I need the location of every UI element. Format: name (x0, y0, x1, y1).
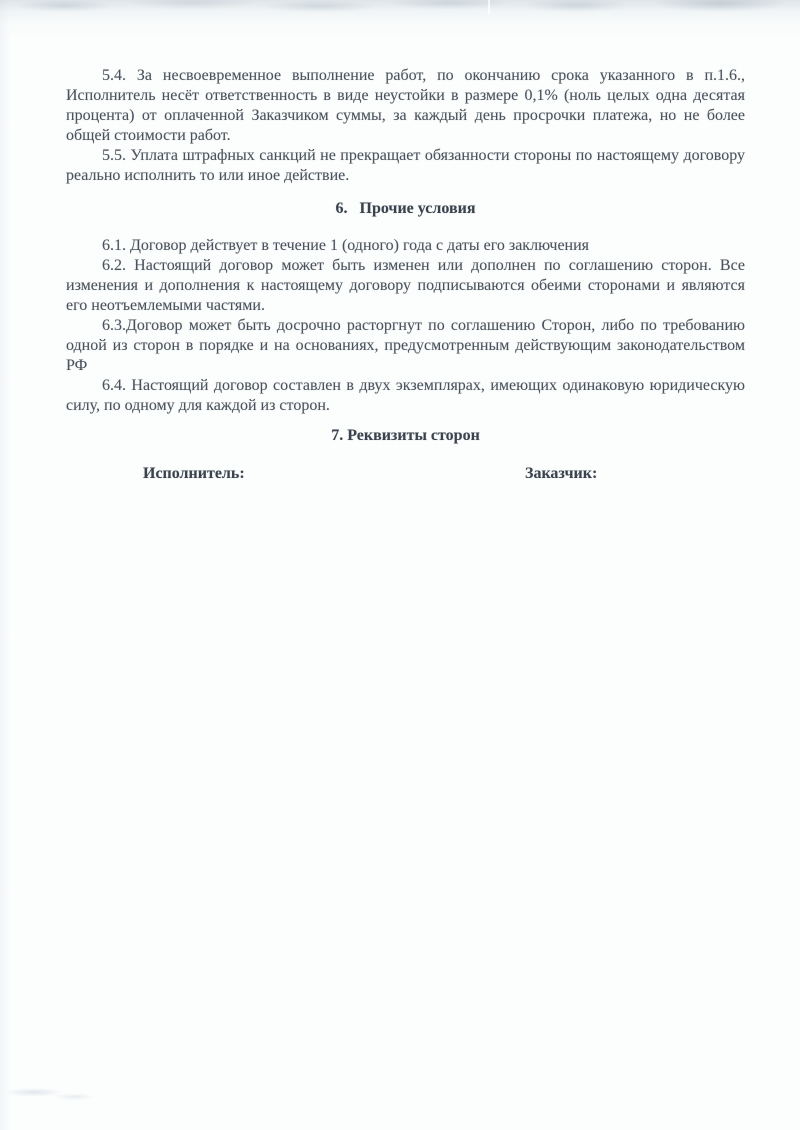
customer-label: Заказчик: (525, 465, 598, 482)
paragraph-6-3: 6.3.Договор может быть досрочно расторгнут по соглашению Сторон, либо по требованию одной из сторон в порядке и на основаниях, предусмотренным действующим законодательством РФ (66, 317, 745, 374)
scan-artifact-top-band (0, 0, 800, 22)
paragraph-5-4: 5.4. За несвоевременное выполнение работ, по окончанию срока указанного в п.1.6., Исполнитель несёт ответственность в виде неустойки в размере 0,1% (ноль целых одна десятая процента) от оплаченной Заказчиком суммы, за каждый день просрочки платежа, но не более общей стоимости работ. (66, 67, 745, 144)
paragraph-5-5: 5.5. Уплата штрафных санкций не прекращает обязанности стороны по настоящему договору реально исполнить то или иное действие. (66, 147, 745, 184)
contract-text-block (66, 66, 745, 484)
parties-row (66, 464, 745, 484)
paragraph-6-4: 6.4. Настоящий договор составлен в двух экземплярах, имеющих одинаковую юридическую силу, по одному для каждой из сторон. (66, 377, 745, 414)
paragraph-6-2: 6.2. Настоящий договор может быть изменен или дополнен по соглашению сторон. Все изменения и дополнения к настоящему договору подписываются обеими сторонами и являются его неотъемлемыми частями. (66, 257, 745, 314)
section-heading-requisites: 7. Реквизиты сторон (331, 427, 480, 444)
section-heading-other-terms: 6. Прочие условия (335, 200, 476, 217)
executor-label: Исполнитель: (143, 465, 245, 482)
scan-artifact-smudge (6, 1086, 106, 1104)
paragraph-6-1: 6.1. Договор действует в течение 1 (одного) года с даты его заключения (102, 237, 590, 254)
